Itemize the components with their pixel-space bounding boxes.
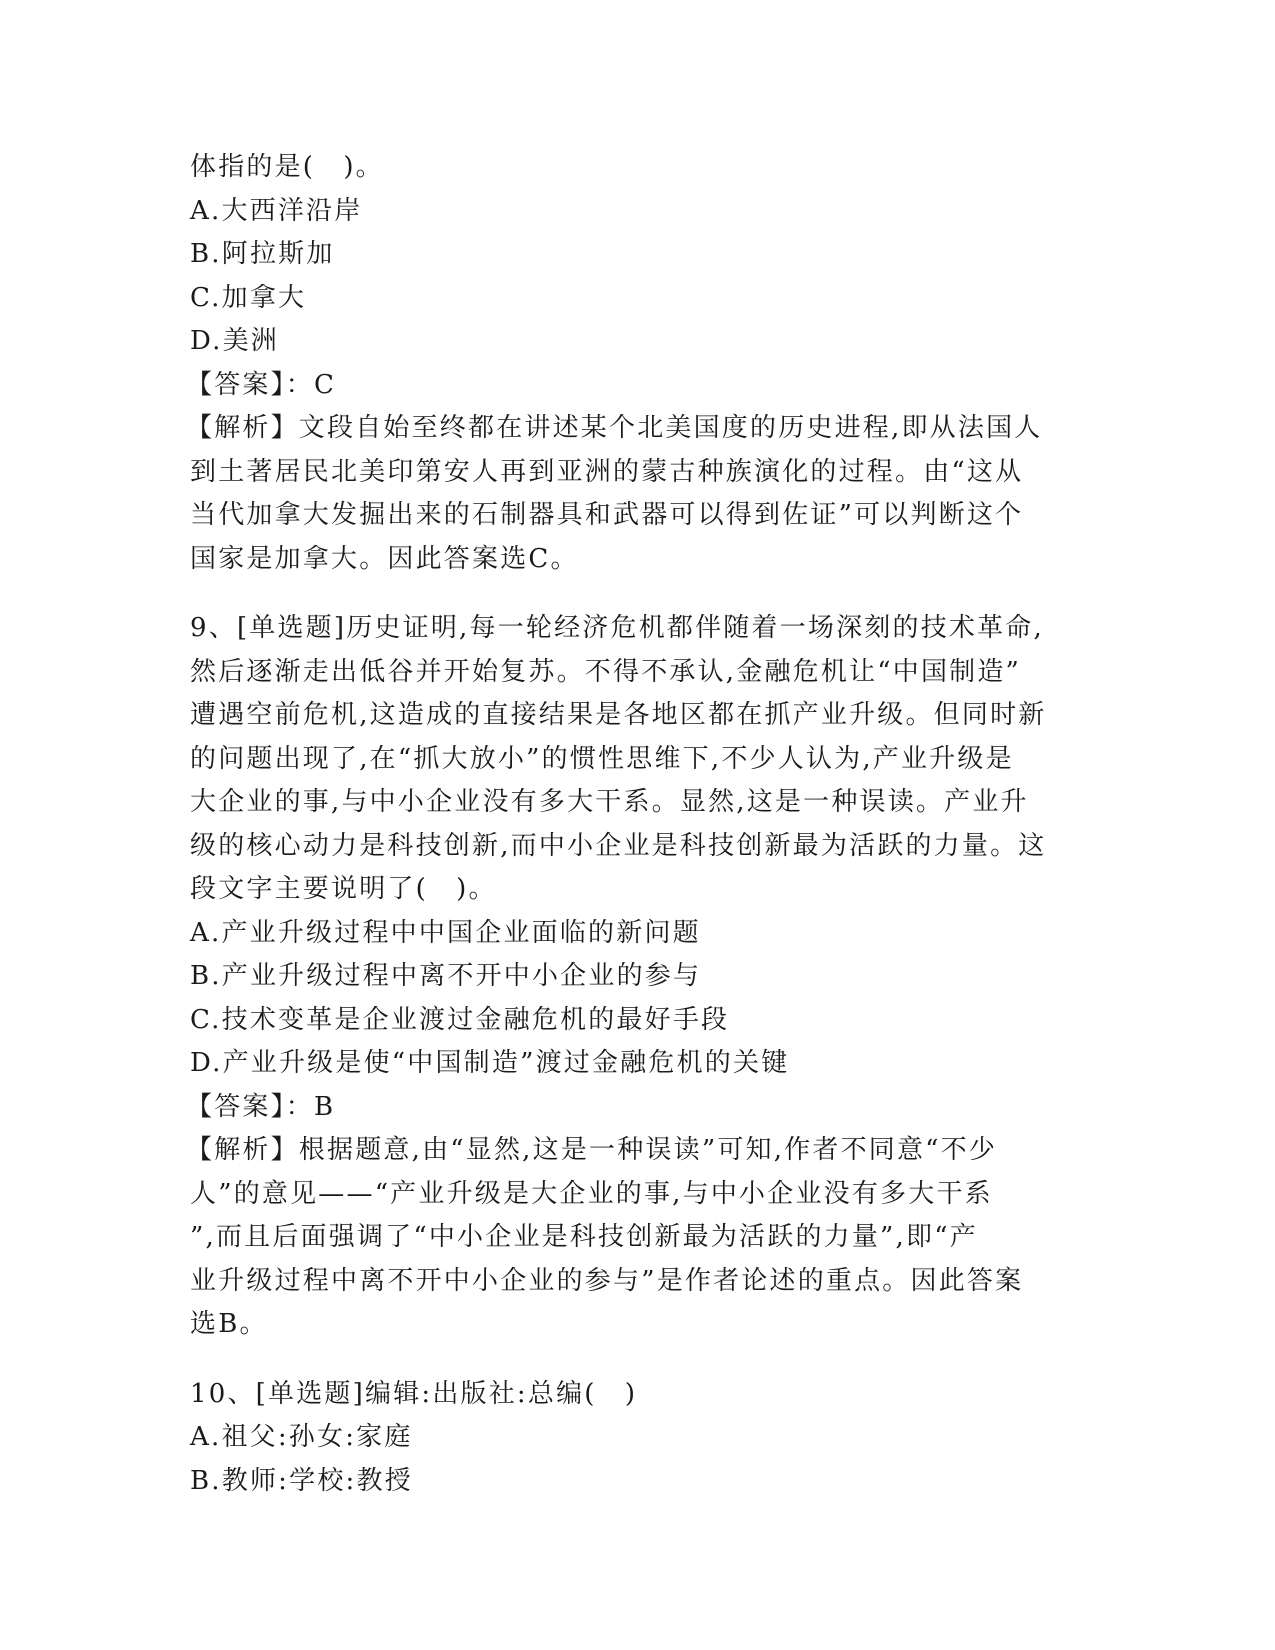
question-10-option-b: B.教师:学校:教授 [190, 1465, 413, 1496]
question-9-stem-line: 的问题出现了,在“抓大放小”的惯性思维下,不少人认为,产业升级是 [190, 743, 1014, 774]
question-8-option-d: D.美洲 [190, 326, 279, 356]
question-9-analysis-line: 【解析】根据题意,由“显然,这是一种误读”可知,作者不同意“不少 [186, 1135, 998, 1165]
question-9-option-c: C.技术变革是企业渡过金融危机的最好手段 [190, 1004, 730, 1035]
question-8-option-b: B.阿拉斯加 [190, 239, 335, 269]
question-9-analysis-line: ”,而且后面强调了“中小企业是科技创新最为活跃的力量”,即“产 [190, 1222, 978, 1252]
question-10-stem: 10、[单选题]编辑:出版社:总编( ) [190, 1378, 638, 1409]
question-9-option-a: A.产业升级过程中中国企业面临的新问题 [190, 917, 701, 948]
question-9 [186, 607, 1085, 1347]
question-8-option-a: A.大西洋沿岸 [190, 195, 363, 226]
question-10-option-a: A.祖父:孙女:家庭 [190, 1422, 413, 1452]
question-9-analysis-line: 人”的意见——“产业升级是大企业的事,与中小企业没有多大干系 [190, 1178, 993, 1209]
question-9-stem-line: 段文字主要说明了( )。 [190, 874, 497, 904]
question-9-stem-line: 级的核心动力是科技创新,而中小企业是科技创新最为活跃的力量。这 [190, 830, 1047, 861]
question-8 [186, 146, 1085, 581]
question-8-analysis-line: 【解析】文段自始至终都在讲述某个北美国度的历史进程,即从法国人 [186, 413, 1043, 443]
question-9-analysis-line: 业升级过程中离不开中小企业的参与”是作者论述的重点。因此答案 [190, 1265, 1024, 1296]
question-spacer [190, 1347, 1085, 1373]
question-9-analysis-line: 选B。 [190, 1309, 268, 1339]
question-10 [190, 1373, 1085, 1504]
question-8-stem-tail: 体指的是( )。 [190, 152, 384, 182]
question-9-stem-line: 大企业的事,与中小企业没有多大干系。显然,这是一种误读。产业升 [190, 787, 1029, 817]
question-spacer [190, 581, 1085, 607]
question-9-stem-line: 9、[单选题]历史证明,每一轮经济危机都伴随着一场深刻的技术革命, [190, 613, 1044, 643]
question-9-option-d: D.产业升级是使“中国制造”渡过金融危机的关键 [190, 1048, 790, 1078]
question-8-analysis-line: 当代加拿大发掘出来的石制器具和武器可以得到佐证”可以判断这个 [190, 500, 1024, 530]
question-8-analysis-line: 到土著居民北美印第安人再到亚洲的蒙古种族演化的过程。由“这从 [190, 456, 1024, 487]
question-8-answer: 【答案】：C [186, 369, 337, 400]
page-content [186, 146, 1085, 1503]
question-8-analysis-line: 国家是加拿大。因此答案选C。 [190, 543, 579, 574]
question-9-stem-line: 然后逐渐走出低谷并开始复苏。不得不承认,金融危机让“中国制造” [190, 656, 1022, 687]
question-9-answer: 【答案】：B [186, 1091, 336, 1122]
question-8-option-c: C.加拿大 [190, 282, 307, 313]
question-9-option-b: B.产业升级过程中离不开中小企业的参与 [190, 961, 702, 991]
question-9-stem-line: 遭遇空前危机,这造成的直接结果是各地区都在抓产业升级。但同时新 [190, 700, 1047, 730]
